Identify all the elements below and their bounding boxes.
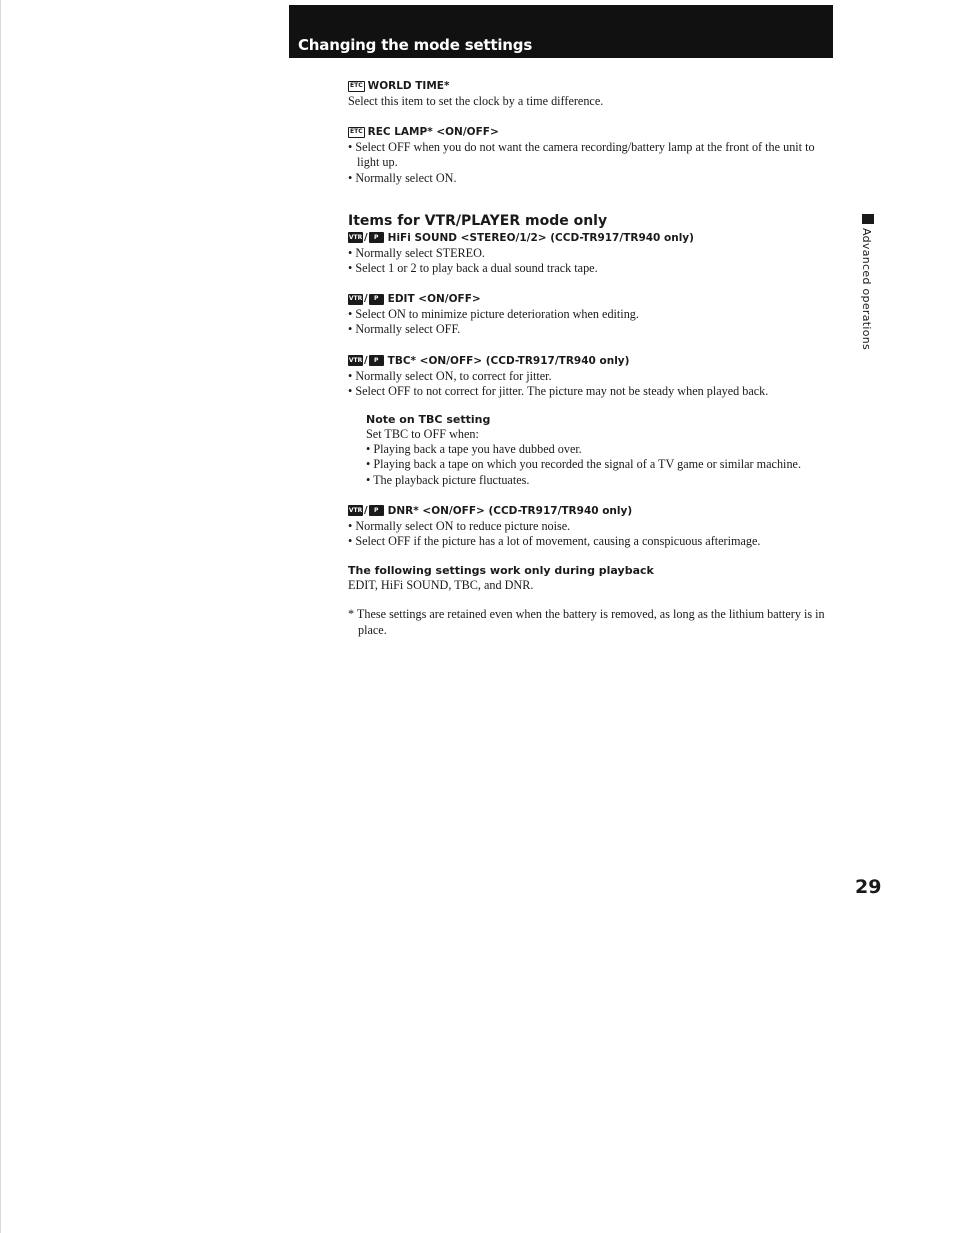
bullet-item: • The playback picture fluctuates.	[366, 472, 530, 487]
vtr-icon: VTR	[348, 505, 363, 516]
bullet-item: • Playing back a tape you have dubbed over.	[366, 442, 582, 457]
section-title: Items for VTR/PLAYER mode only	[348, 212, 608, 229]
item-title: EDIT <ON/OFF>	[387, 293, 481, 306]
chapter-tab-marker	[862, 214, 874, 224]
page-number: 29	[855, 876, 882, 898]
item-title: WORLD TIME*	[367, 80, 450, 92]
player-icon: P	[369, 505, 384, 516]
bullet-item: • Select 1 or 2 to play back a dual sound track tape.	[348, 261, 598, 276]
playback-subhead: The following settings work only during playback	[348, 564, 654, 578]
playback-text: EDIT, HiFi SOUND, TBC, and DNR.	[348, 578, 534, 593]
item-title: TBC* <ON/OFF> (CCD-TR917/TR940 only)	[387, 354, 630, 367]
item-hifi-sound: VTR / P HiFi SOUND <STEREO/1/2> (CCD-TR917/TR940 only) • Normally select STEREO. • Select 1 or 2 to play back a dual sound track tape.	[348, 230, 833, 276]
chapter-side-label: Advanced operations	[860, 228, 873, 351]
bullet-item: • Select ON to minimize picture deterioration when editing.	[348, 307, 639, 322]
player-icon: P	[369, 294, 384, 305]
item-world-time	[348, 78, 833, 109]
bullet-item: • Select OFF when you do not want the camera recording/battery lamp at the front of the unit to light up.	[348, 140, 815, 170]
bullet-item: • Normally select ON to reduce picture noise.	[348, 518, 571, 533]
tbc-note	[366, 412, 833, 488]
page-edge-line	[0, 0, 1, 1233]
etc-icon: ETC	[348, 127, 365, 138]
main-content	[348, 78, 833, 638]
bullet-item: • Select OFF to not correct for jitter. The picture may not be steady when played back.	[348, 383, 769, 398]
item-title: REC LAMP* <ON/OFF>	[367, 126, 499, 139]
note-title: Note on TBC setting	[366, 413, 491, 427]
bullet-item: • Select OFF if the picture has a lot of movement, causing a conspicuous afterimage.	[348, 534, 761, 549]
vtr-icon: VTR	[348, 294, 363, 305]
note-intro: Set TBC to OFF when:	[366, 427, 479, 442]
footnote: * These settings are retained even when the battery is removed, as long as the lithium battery is in place.	[348, 607, 825, 637]
player-icon: P	[369, 232, 384, 243]
item-dnr: VTR / P DNR* <ON/OFF> (CCD-TR917/TR940 only) • Normally select ON to reduce picture noise. • Select OFF if the picture has a lot of movement, causing a conspicuous afterimage.	[348, 503, 833, 549]
bullet-item: • Normally select ON, to correct for jitter.	[348, 368, 552, 383]
etc-icon: ETC	[348, 81, 365, 92]
vtr-icon: VTR	[348, 232, 363, 243]
item-rec-lamp	[348, 124, 833, 186]
section-header-bar	[289, 5, 833, 58]
bullet-item: • Playing back a tape on which you recorded the signal of a TV game or similar machine.	[366, 457, 801, 472]
item-body: Select this item to set the clock by a time difference.	[348, 94, 604, 108]
player-icon: P	[369, 355, 384, 366]
bullet-item: • Normally select OFF.	[348, 322, 461, 337]
item-title: HiFi SOUND <STEREO/1/2> (CCD-TR917/TR940 only)	[387, 231, 694, 244]
page-title: Changing the mode settings	[298, 36, 533, 54]
bullet-item: • Normally select STEREO.	[348, 245, 485, 260]
vtr-icon: VTR	[348, 355, 363, 366]
item-edit: VTR / P EDIT <ON/OFF> • Select ON to minimize picture deterioration when editing. • Normally select OFF.	[348, 291, 833, 337]
item-title: DNR* <ON/OFF> (CCD-TR917/TR940 only)	[387, 504, 633, 517]
item-tbc: VTR / P TBC* <ON/OFF> (CCD-TR917/TR940 only) • Normally select ON, to correct for jitter. • Select OFF to not correct for jitter. The picture may not be steady when played back.	[348, 353, 833, 399]
bullet-item: • Normally select ON.	[348, 170, 457, 185]
